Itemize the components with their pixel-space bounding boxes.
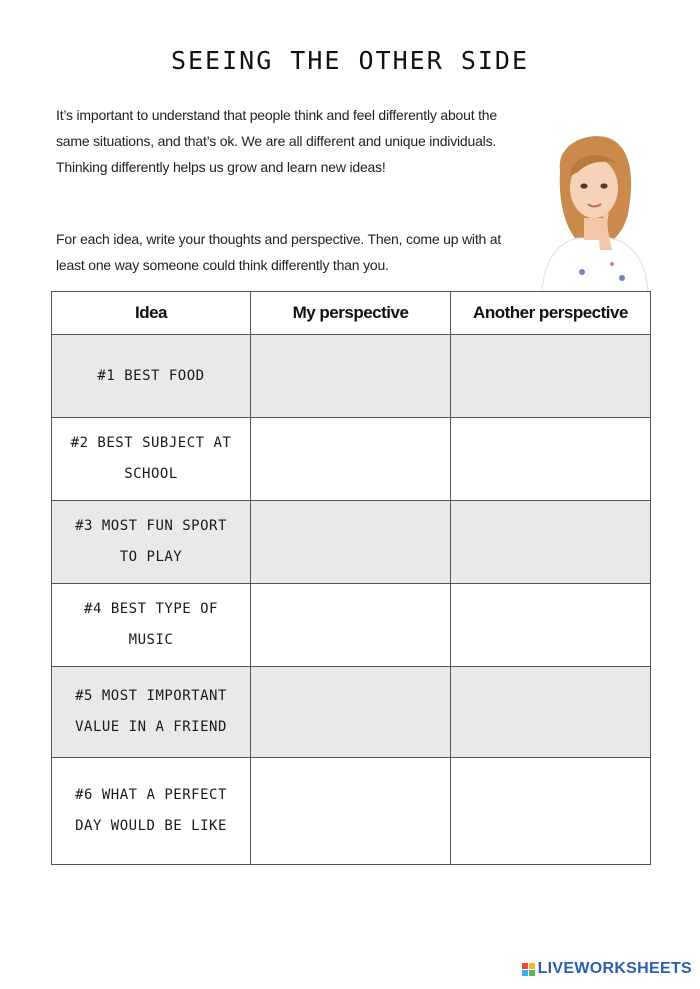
my-perspective-cell[interactable] (251, 335, 451, 418)
another-perspective-cell[interactable] (451, 758, 651, 865)
column-header-another-perspective: Another perspective (451, 292, 651, 335)
intro-paragraph: It’s important to understand that people think and feel differently about the same situations, and that’s ok. We are all different and unique individuals. Thinking differently helps us grow and learn new ideas! (56, 107, 497, 175)
another-perspective-cell[interactable] (451, 501, 651, 584)
table-row (52, 335, 651, 418)
another-perspective-cell[interactable] (451, 418, 651, 501)
idea-cell: #4 BEST TYPE OF MUSIC (52, 584, 251, 667)
logo-square (522, 963, 528, 969)
idea-cell: #6 WHAT A PERFECT DAY WOULD BE LIKE (52, 758, 251, 865)
table-row (52, 501, 651, 584)
another-perspective-cell[interactable] (451, 584, 651, 667)
brand-name: LIVEWORKSHEETS (537, 960, 692, 977)
my-perspective-cell[interactable] (251, 667, 451, 758)
table-row (52, 667, 651, 758)
page-title: SEEING THE OTHER SIDE (170, 46, 530, 75)
liveworksheets-logo[interactable] (522, 960, 692, 978)
instructions-paragraph: For each idea, write your thoughts and perspective. Then, come up with at least one way someone could think differently than you. (56, 231, 502, 273)
logo-squares-icon (522, 963, 535, 976)
my-perspective-cell[interactable] (251, 758, 451, 865)
perspective-table (51, 291, 651, 865)
another-perspective-cell[interactable] (451, 335, 651, 418)
logo-square (522, 970, 528, 976)
table-header-row (52, 292, 651, 335)
my-perspective-cell[interactable] (251, 418, 451, 501)
column-header-my-perspective: My perspective (251, 292, 451, 335)
thinking-girl-illustration (538, 130, 650, 292)
idea-cell: #2 BEST SUBJECT AT SCHOOL (52, 418, 251, 501)
my-perspective-cell[interactable] (251, 501, 451, 584)
column-header-idea: Idea (52, 292, 251, 335)
table-row (52, 758, 651, 865)
logo-square (529, 970, 535, 976)
another-perspective-cell[interactable] (451, 667, 651, 758)
idea-cell: #1 BEST FOOD (52, 335, 251, 418)
idea-cell: #5 MOST IMPORTANT VALUE IN A FRIEND (52, 667, 251, 758)
table-row (52, 418, 651, 501)
table-row (52, 584, 651, 667)
my-perspective-cell[interactable] (251, 584, 451, 667)
logo-square (529, 963, 535, 969)
idea-cell: #3 MOST FUN SPORT TO PLAY (52, 501, 251, 584)
